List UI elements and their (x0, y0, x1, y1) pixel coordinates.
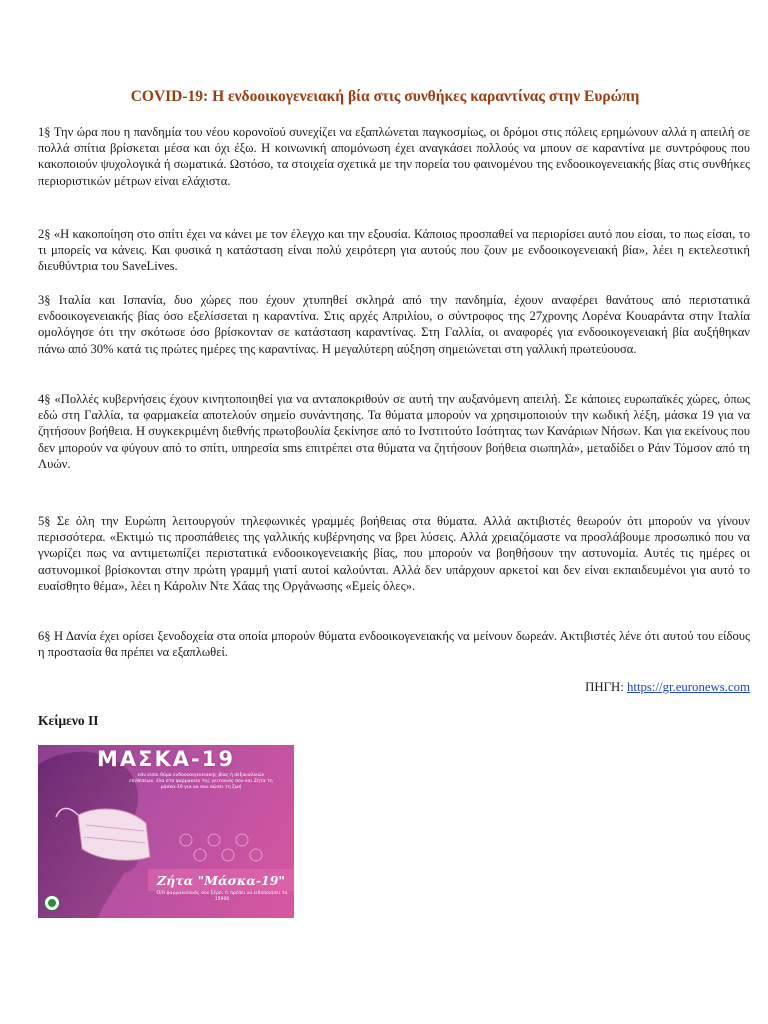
poster-call-to-action: Ζήτα "Μάσκα-19" (157, 873, 285, 888)
poster-subtitle: εάν είσαι θύμα ενδοοικογενειακής βίας ή σεξουαλικών επιθέσεων, έλα στο φαρμακείο της γειτονιάς σου και Ζήτα τη μάσκα-19 για να σου σώσει τη ζωή (129, 773, 273, 790)
paragraph-3: 3§ Ιταλία και Ισπανία, δυο χώρες που έχουν χτυπηθεί σκληρά από την πανδημία, έχουν αναφέρει θανάτους από περιστατικά ενδοοικογενειακής βίας όσο εξελίσσεται η καραντίνα. Στις αρχές Απριλίου, ο σύντροφος της 27χρονης Λορένα Κουαράντα στην Ιταλία ομολόγησε ότι την σκότωσε όσο βρίσκονταν σε κατάσταση καραντίνας. Στη Γαλλία, οι αναφορές για ενδοοικογενειακή βία αυξήθηκαν πάνω από 30% κατά τις πρώτες ημέρες της καραντίνας. Η μεγαλύτερη αύξηση σημειώνεται στη γαλλική πρωτεύουσα. (38, 293, 750, 356)
source-line (585, 680, 750, 695)
mask-19-poster (38, 745, 294, 918)
document-title: COVID-19: Η ενδοοικογενειακή βία στις συνθήκες καραντίνας στην Ευρώπη (130, 88, 640, 105)
source-link[interactable]: https://gr.euronews.com (627, 680, 750, 694)
paragraph-1: 1§ Την ώρα που η πανδημία του νέου κορονοϊού συνεχίζει να εξαπλώνεται παγκοσμίως, οι δρόμοι στις πόλεις ερημώνουν αλλά η απειλή σε πολλά σπίτια βρίσκεται μέσα και όχι έξω. Η κοινωνική απομόνωση έχει αναγκάσει πολλούς να μπουν σε καραντίνα με συντρόφους που κακοποιούν ψυχολογικά ή σωματικά. Ωστόσο, τα στοιχεία σχετικά με την πορεία του φαινομένου της ενδοοικογενειακής βίας στις συνθήκες περιοριστικών μέτρων είναι ελάχιστα. (38, 125, 750, 188)
paragraph-5: 5§ Σε όλη την Ευρώπη λειτουργούν τηλεφωνικές γραμμές βοήθειας στα θύματα. Αλλά ακτιβιστές θεωρούν ότι μπορούν να γίνουν περισσότερα. «Εκτιμώ τις προσπάθειες της γαλλικής κυβέρνησης να βρει λύσεις. Αλλά χρειαζόμαστε να προσλάβουμε προσωπικό που να γνωρίζει πως να αντιμετωπίζει περιστατικά ενδοοικογενειακής βίας, που μπορούν να βοηθήσουν την αστυνομία. Αυτές τις ημέρες οι αστυνομικοί βρίσκονται στην πρώτη γραμμή γιατί αυτοί καλούνται. Αλλά δεν υπάρχουν αρκετοί και δεν είναι εκπαιδευμένοι για αυτό το ευαίσθητο θέμα», λέει η Κάρολιν Ντε Χάας της Οργάνωσης «Εμείς όλες». (38, 514, 750, 593)
poster-small-text: Ο/Η φαρμακοποιός σου ξέρει τι πρέπει να ειδοποιήσει τα 15900 (156, 891, 288, 902)
pharmacy-cross-icon (44, 895, 60, 911)
paragraph-4: 4§ «Πολλές κυβερνήσεις έχουν κινητοποιηθεί για να ανταποκριθούν σε αυτή την αυξανόμενη απειλή. Σε κάποιες ευρωπαϊκές χώρες, όπως εδώ στη Γαλλία, τα φαρμακεία αποτελούν σημείο συνάντησης. Τα θύματα μπορούν να χρησιμοποιούν την κωδική λέξη, μάσκα 19 για να ζητήσουν βοήθεια. Η συγκεκριμένη διεθνής πρωτοβουλία ξεκίνησε από το Ινστιτούτο Ισότητας των Κανάριων Νήσων. Και για εκείνους που δεν μπορούν να φύγουν από το σπίτι, υπηρεσία sms επιτρέπει στα θύματα να ζητήσουν βοήθεια σιωπηλά», μεταδίδει ο Ράιν Τόμσον από τη Λυών. (38, 392, 750, 471)
paragraph-6: 6§ Η Δανία έχει ορίσει ξενοδοχεία στα οποία μπορούν θύματα ενδοοικογενειακής να μείνουν δωρεάν. Ακτιβιστές λένε ότι αυτού του είδους η προστασία θα πρέπει να εξαπλωθεί. (38, 629, 750, 660)
section-label: Κείμενο ΙΙ (38, 713, 99, 728)
source-label: ΠΗΓΗ: (585, 680, 624, 694)
poster-title: ΜΑΣΚΑ-19 (97, 747, 235, 771)
paragraph-2: 2§ «Η κακοποίηση στο σπίτι έχει να κάνει με τον έλεγχο και την εξουσία. Κάποιος προσπαθεί να περιορίσει αυτό που είσαι, το πως είσαι, το τι μπορείς να κάνεις. Και φυσικά η κατάσταση είναι πολύ χειρότερη για αυτούς που ζουν με ενδοοικογενειακή βία», λέει η εκτελεστική διευθύντρια του SaveLives. (38, 227, 750, 274)
